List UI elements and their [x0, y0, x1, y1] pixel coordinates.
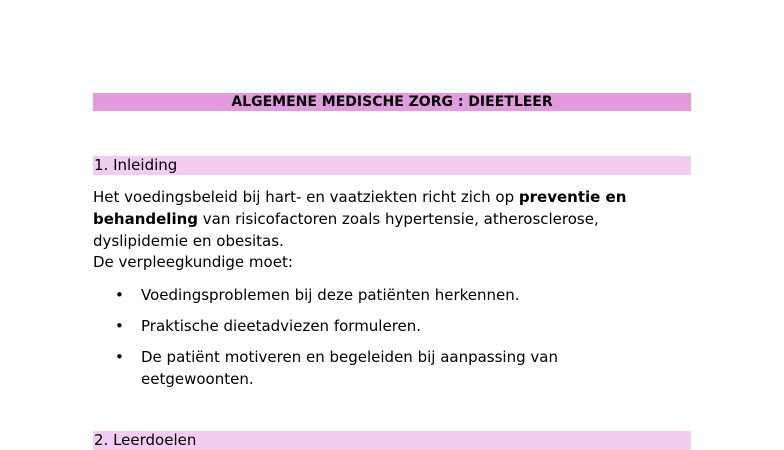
- bullet-icon: •: [115, 348, 124, 366]
- intro-paragraph: [93, 186, 691, 252]
- list-item-text: De patiënt motiveren en begeleiden bij aanpassing van eetgewoonten.: [141, 348, 558, 388]
- bullet-icon: •: [115, 317, 124, 335]
- list-item-text: Voedingsproblemen bij deze patiënten herkennen.: [141, 286, 520, 304]
- bullet-list: [93, 284, 691, 399]
- intro-text-part1: Het voedingsbeleid bij hart- en vaatziekten richt zich op: [93, 188, 519, 206]
- document-title-text: ALGEMENE MEDISCHE ZORG : DIEETLEER: [231, 94, 553, 110]
- intro-text-bold: preventie en behandeling: [93, 188, 627, 228]
- list-item-text: Praktische dieetadviezen formuleren.: [141, 317, 422, 335]
- section-heading-inleiding: [93, 156, 691, 175]
- intro-text-part2: van risicofactoren zoals hypertensie, atherosclerose, dyslipidemie en obesitas.: [93, 210, 599, 250]
- bullet-icon: •: [115, 286, 124, 304]
- section-heading-text: 1. Inleiding: [94, 156, 178, 174]
- document-title: [93, 93, 691, 111]
- list-item: [93, 315, 641, 337]
- section-heading-text: 2. Leerdoelen: [94, 431, 197, 449]
- list-item: [93, 284, 641, 306]
- list-item: [93, 346, 641, 390]
- lead-sentence: De verpleegkundige moet:: [93, 253, 293, 271]
